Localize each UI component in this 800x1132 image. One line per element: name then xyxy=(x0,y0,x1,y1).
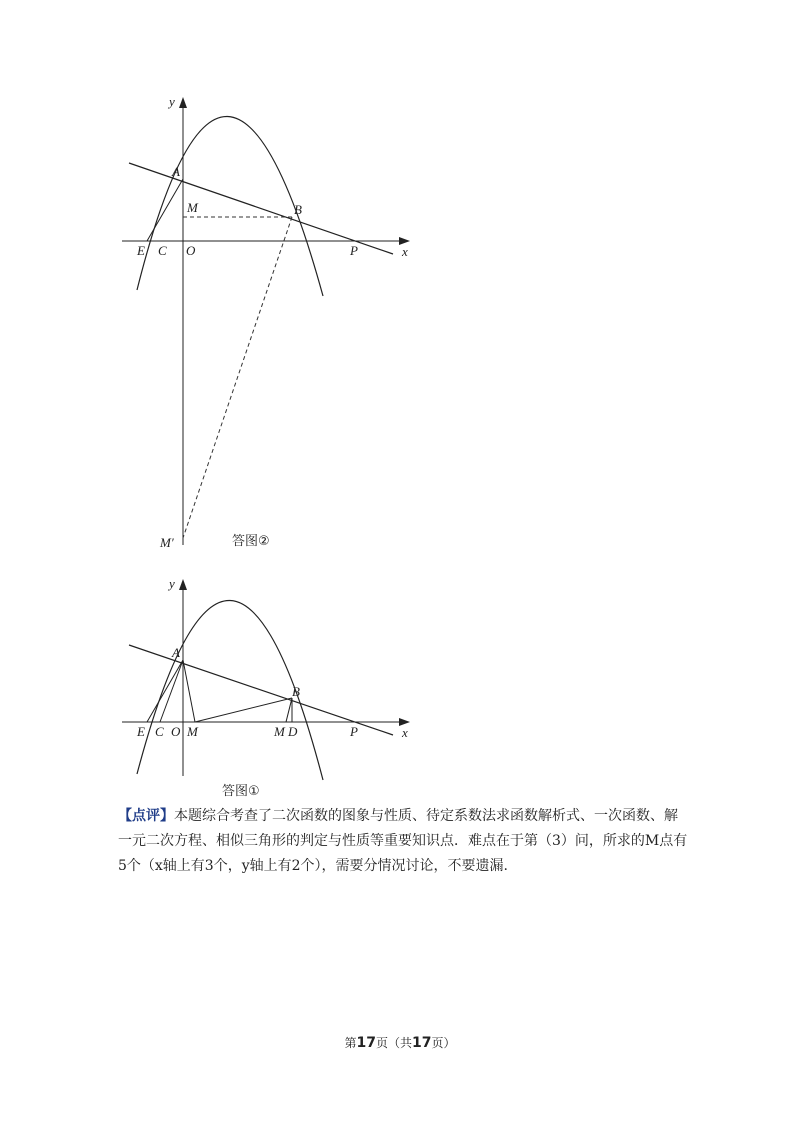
footer-page-number: 17 xyxy=(356,1035,376,1051)
fig2-label-m: M xyxy=(187,200,198,215)
fig1-label-e: E xyxy=(137,724,145,739)
fig2-dashed-bm-prime xyxy=(183,217,292,538)
fig1-label-m2: M xyxy=(274,724,285,739)
figure-1 xyxy=(122,576,410,799)
fig2-label-o: O xyxy=(186,243,196,258)
fig2-label-x: x xyxy=(402,244,408,259)
fig1-label-x: x xyxy=(402,725,408,740)
fig2-line-ap xyxy=(129,163,393,254)
fig2-label-m-prime: M′ xyxy=(160,535,174,550)
fig2-label-c: C xyxy=(158,243,167,258)
fig1-label-a: A xyxy=(172,645,180,660)
fig1-label-c: C xyxy=(155,724,164,739)
fig1-caption: 答图① xyxy=(222,784,260,799)
fig1-line-am xyxy=(183,660,195,722)
fig1-label-y: y xyxy=(169,576,175,591)
fig2-caption: 答图② xyxy=(232,534,270,549)
fig2-label-a: A xyxy=(172,164,180,179)
footer-middle: 页（共 xyxy=(375,1036,412,1050)
comment-paragraph xyxy=(118,804,688,879)
fig1-line-mb xyxy=(195,698,292,722)
footer-total-pages: 17 xyxy=(412,1035,432,1051)
fig1-label-o: O xyxy=(171,724,181,739)
fig2-label-e: E xyxy=(137,243,145,258)
fig1-label-m1: M xyxy=(187,724,198,739)
comment-text: 本题综合考查了二次函数的图象与性质、待定系数法求函数解析式、一次函数、解一元二次方程、相似三角形的判定与性质等重要知识点．难点在于第（3）问，所求的M点有5个（x轴上有3个，y轴上有2个），需要分情况讨论，不要遗漏. xyxy=(118,808,688,874)
figure-2 xyxy=(122,94,410,550)
page-footer xyxy=(0,1034,800,1051)
fig1-line-ea xyxy=(147,660,183,722)
fig2-label-p: P xyxy=(350,243,358,258)
fig2-y-arrow xyxy=(179,97,187,108)
fig1-line-bm2 xyxy=(286,698,292,722)
footer-prefix: 第 xyxy=(344,1036,357,1050)
fig1-label-d: D xyxy=(288,724,298,739)
fig1-label-p: P xyxy=(350,724,358,739)
footer-suffix: 页） xyxy=(431,1036,456,1050)
fig1-y-arrow xyxy=(179,579,187,590)
comment-tag: 【点评】 xyxy=(118,808,174,824)
fig2-label-y: y xyxy=(169,94,175,109)
fig2-label-b: B xyxy=(294,202,302,217)
fig2-line-ea xyxy=(147,179,183,241)
fig1-label-b: B xyxy=(292,684,300,699)
